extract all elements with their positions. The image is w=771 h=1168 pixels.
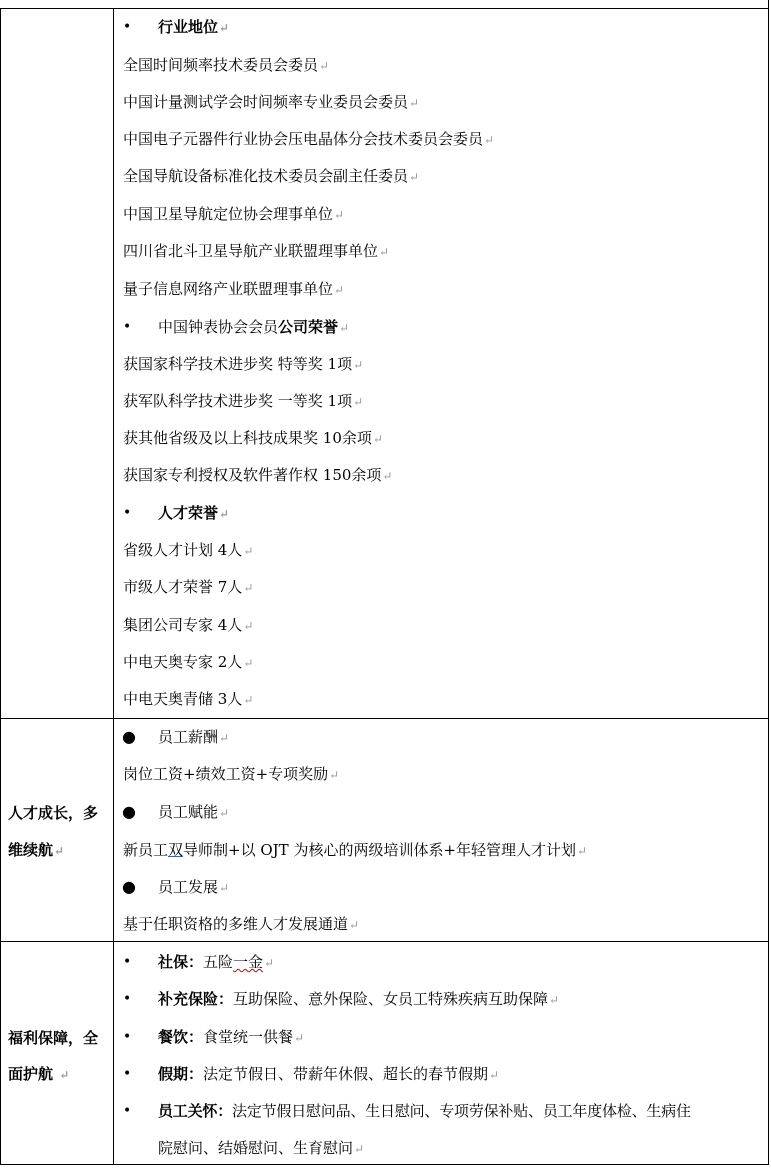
row-divider bbox=[0, 941, 769, 942]
bullet-icon: ● bbox=[122, 877, 136, 896]
list-item: 餐饮：食堂统一供餐↵ bbox=[158, 1028, 305, 1046]
list-item: 量子信息网络产业联盟理事单位↵ bbox=[123, 280, 345, 298]
row-label: 人才成长，多 bbox=[8, 804, 99, 822]
list-item: 获军队科学技术进步奖 一等奖 1项↵ bbox=[123, 392, 364, 410]
list-item: 省级人才计划 4人↵ bbox=[123, 541, 254, 559]
heading-company-honors: 中国钟表协会会员公司荣誉↵ bbox=[158, 318, 350, 336]
list-item: 中国计量测试学会时间频率专业委员会委员↵ bbox=[123, 93, 420, 111]
bullet-icon: • bbox=[123, 1029, 132, 1045]
list-item: 获国家科学技术进步奖 特等奖 1项↵ bbox=[123, 355, 364, 373]
list-item: 获国家专利授权及软件著作权 150余项↵ bbox=[123, 466, 393, 484]
list-item-continuation: 院慰问、结婚慰问、生育慰问↵ bbox=[158, 1139, 365, 1157]
list-item: 社保：五险一金↵ bbox=[158, 953, 275, 971]
list-item: 全国时间频率技术委员会委员↵ bbox=[123, 56, 330, 74]
list-item: 四川省北斗卫星导航产业联盟理事单位↵ bbox=[123, 242, 390, 260]
list-item: 员工关怀：法定节假日慰问品、生日慰问、专项劳保补贴、员工年度体检、生病住 bbox=[158, 1102, 691, 1120]
row-label: 面护航 ↵ bbox=[8, 1065, 70, 1083]
bullet-icon: • bbox=[123, 991, 132, 1007]
list-item: 中电天奥专家 2人↵ bbox=[123, 653, 254, 671]
bullet-icon: • bbox=[123, 1103, 132, 1119]
row-divider bbox=[0, 718, 769, 719]
bullet-icon: • bbox=[123, 319, 132, 335]
row-label: 福利保障，全 bbox=[8, 1029, 99, 1047]
list-item: 获其他省级及以上科技成果奖 10余项↵ bbox=[123, 429, 383, 447]
bullet-icon: ● bbox=[122, 802, 136, 821]
list-item: 基于任职资格的多维人才发展通道↵ bbox=[123, 915, 360, 933]
bullet-icon: ● bbox=[122, 727, 136, 746]
heading-employee-empowerment: 员工赋能↵ bbox=[158, 803, 230, 821]
bullet-icon: • bbox=[123, 19, 132, 35]
list-item: 集团公司专家 4人↵ bbox=[123, 616, 254, 634]
list-item: 全国导航设备标准化技术委员会副主任委员↵ bbox=[123, 167, 420, 185]
list-item: 假期：法定节假日、带薪年休假、超长的春节假期↵ bbox=[158, 1065, 500, 1083]
heading-industry-status: 行业地位↵ bbox=[158, 18, 230, 36]
table-edge-tick bbox=[768, 0, 769, 8]
bullet-icon: • bbox=[123, 1066, 132, 1082]
list-item: 中电天奥青储 3人↵ bbox=[123, 690, 254, 708]
column-divider bbox=[113, 8, 114, 1165]
heading-employee-development: 员工发展↵ bbox=[158, 878, 230, 896]
list-item: 市级人才荣誉 7人↵ bbox=[123, 578, 254, 596]
heading-employee-pay: 员工薪酬↵ bbox=[158, 728, 230, 746]
heading-talent-honors: 人才荣誉↵ bbox=[158, 504, 230, 522]
list-item: 新员工双导师制+以 OJT 为核心的两级培训体系+年轻管理人才计划↵ bbox=[123, 841, 588, 859]
list-item: 岗位工资+绩效工资+专项奖励↵ bbox=[123, 765, 340, 783]
row-label: 维续航↵ bbox=[8, 841, 65, 859]
list-item: 中国卫星导航定位协会理事单位↵ bbox=[123, 205, 345, 223]
bullet-icon: • bbox=[123, 505, 132, 521]
bullet-icon: • bbox=[123, 954, 132, 970]
list-item: 中国电子元器件行业协会压电晶体分会技术委员会委员↵ bbox=[123, 130, 495, 148]
list-item: 补充保险：互助保险、意外保险、女员工特殊疾病互助保障↵ bbox=[158, 990, 560, 1008]
